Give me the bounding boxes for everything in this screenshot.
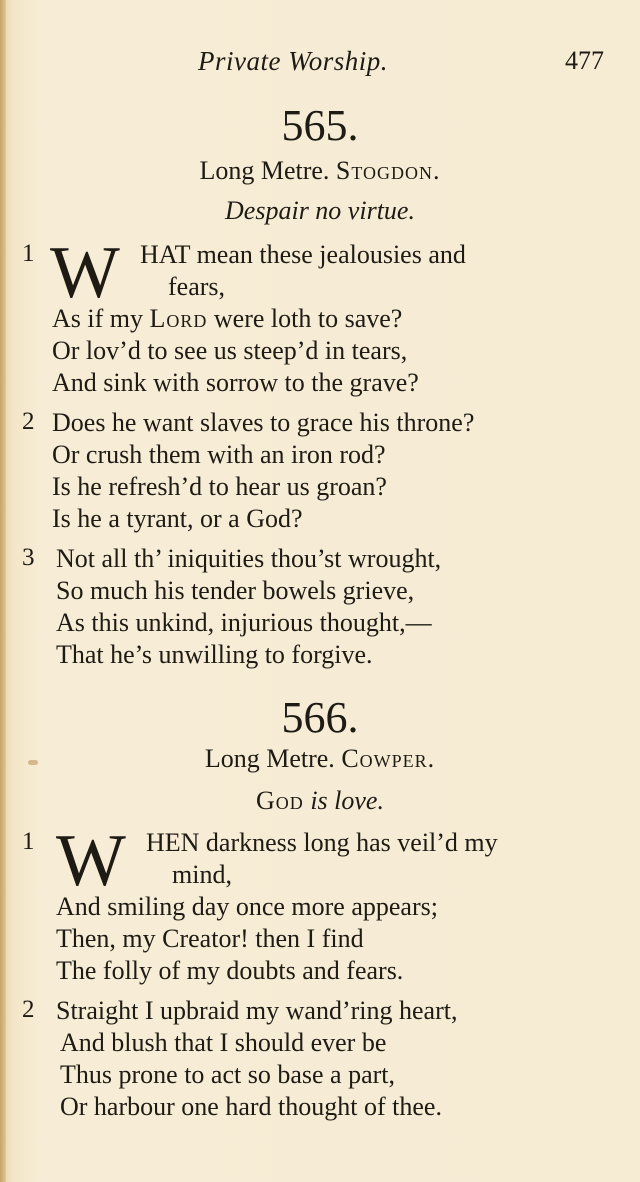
- running-header: [0, 46, 640, 86]
- verse-line: Or harbour one hard thought of thee.: [60, 1092, 442, 1121]
- drop-cap: W: [56, 820, 126, 902]
- verse-line: And sink with sorrow to the grave?: [52, 368, 419, 397]
- verse-line: Straight I upbraid my wand’ring heart,: [56, 996, 458, 1025]
- running-title: Private Worship.: [198, 46, 388, 76]
- verse-text-smallcaps: Lord: [149, 304, 208, 333]
- page-number: 477: [565, 46, 604, 75]
- verse-line: mind,: [172, 860, 232, 889]
- verse-line: HAT mean these jealousies and: [140, 240, 466, 269]
- verse-line: As this unkind, injurious thought,—: [56, 608, 432, 637]
- verse-line: Is he a tyrant, or a God?: [52, 504, 303, 533]
- verse-line: And smiling day once more appears;: [56, 892, 438, 921]
- stanza-number: 2: [22, 996, 35, 1023]
- verse-line: And blush that I should ever be: [60, 1028, 387, 1057]
- stanza-number: 2: [22, 408, 35, 435]
- drop-cap: W: [50, 232, 120, 314]
- hymn-number-565: 565.: [281, 101, 359, 150]
- stanza-number: 1: [22, 240, 35, 267]
- verse-line: That he’s unwilling to forgive.: [56, 640, 373, 669]
- hymn-565-subtitle: Despair no virtue.: [225, 196, 415, 225]
- stanza-number: 1: [22, 828, 35, 855]
- verse-line: Then, my Creator! then I find: [56, 924, 364, 953]
- stanza-number: 3: [22, 544, 35, 571]
- tune-name: Stogdon.: [335, 156, 441, 185]
- verse-line: So much his tender bowels grieve,: [56, 576, 415, 605]
- hymn-566-meter: [0, 744, 640, 774]
- verse-line: Or lov’d to see us steep’d in tears,: [52, 336, 408, 365]
- verse-text: were loth to save?: [213, 304, 403, 333]
- verse-line: [52, 304, 402, 334]
- subtitle-smallcaps: God: [256, 786, 304, 815]
- verse-line: Thus prone to act so base a part,: [60, 1060, 396, 1089]
- ink-smudge: [28, 760, 38, 765]
- subtitle-text: is love.: [310, 786, 384, 815]
- hymn-565-meter: [0, 156, 640, 186]
- hymn-number-566: 566.: [281, 693, 359, 742]
- verse-line: fears,: [168, 272, 226, 301]
- verse-line: Or crush them with an iron rod?: [52, 440, 386, 469]
- meter-label: Long Metre.: [204, 744, 335, 773]
- meter-label: Long Metre.: [199, 156, 330, 185]
- hymn-566-subtitle: [0, 786, 640, 816]
- verse-line: Is he refresh’d to hear us groan?: [52, 472, 387, 501]
- verse-text: As if my: [52, 304, 143, 333]
- verse-line: Does he want slaves to grace his throne?: [52, 408, 475, 437]
- verse-line: HEN darkness long has veil’d my: [146, 828, 498, 857]
- tune-name: Cowper.: [341, 744, 436, 773]
- verse-line: Not all th’ iniquities thou’st wrought,: [56, 544, 442, 573]
- verse-line: The folly of my doubts and fears.: [56, 956, 404, 985]
